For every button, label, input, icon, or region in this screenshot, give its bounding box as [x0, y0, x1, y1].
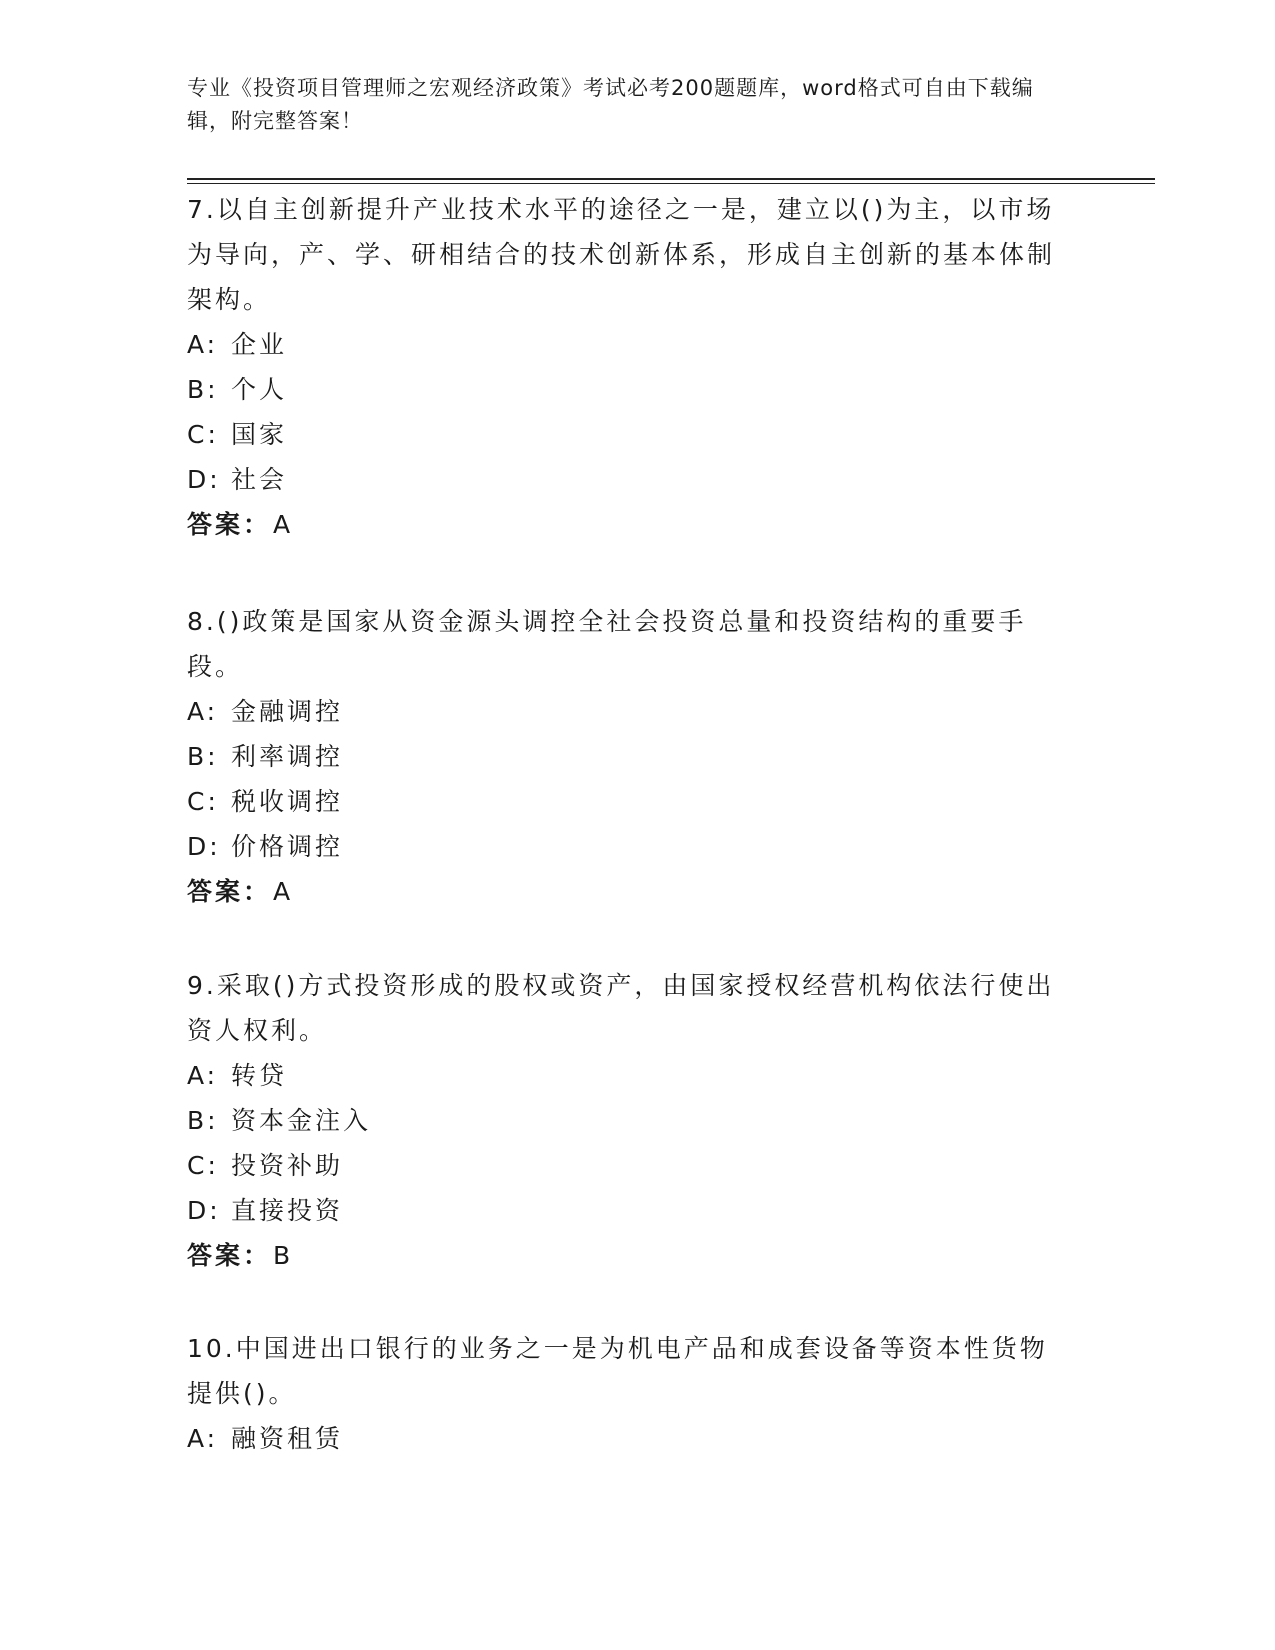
option-d	[187, 457, 1067, 502]
option-letter: B:	[187, 1106, 219, 1135]
answer-line	[187, 502, 1067, 547]
option-b	[187, 734, 1067, 779]
option-text: 国家	[231, 420, 288, 449]
option-text: 转贷	[231, 1061, 288, 1090]
option-text: 个人	[231, 375, 288, 404]
option-a	[187, 1416, 1067, 1461]
option-b	[187, 367, 1067, 412]
option-text: 直接投资	[231, 1196, 344, 1225]
answer-label: 答案：	[187, 1241, 272, 1270]
answer-label: 答案：	[187, 877, 272, 906]
option-letter: D:	[187, 465, 221, 494]
question-text: 9.采取()方式投资形成的股权或资产，由国家授权经营机构依法行使出资人权利。	[187, 971, 1055, 1045]
option-c	[187, 1143, 1067, 1188]
option-letter: A:	[187, 330, 219, 359]
option-letter: C:	[187, 1151, 219, 1180]
option-letter: B:	[187, 742, 219, 771]
option-letter: D:	[187, 832, 221, 861]
option-c	[187, 779, 1067, 824]
answer-value: A	[273, 510, 292, 539]
question-10	[187, 1326, 1067, 1461]
option-d	[187, 1188, 1067, 1233]
option-text: 融资租赁	[231, 1424, 344, 1453]
option-letter: A:	[187, 1061, 219, 1090]
option-a	[187, 689, 1067, 734]
option-text: 社会	[231, 465, 288, 494]
answer-line	[187, 1233, 1067, 1278]
option-letter: C:	[187, 420, 219, 449]
option-text: 价格调控	[231, 832, 344, 861]
option-text: 金融调控	[231, 697, 344, 726]
question-text: 8.()政策是国家从资金源头调控全社会投资总量和投资结构的重要手段。	[187, 607, 1027, 681]
option-text: 资本金注入	[231, 1106, 372, 1135]
answer-value: B	[273, 1241, 292, 1270]
question-8	[187, 599, 1067, 914]
option-letter: A:	[187, 1424, 219, 1453]
option-a	[187, 322, 1067, 367]
question-7	[187, 187, 1067, 547]
option-letter: B:	[187, 375, 219, 404]
option-c	[187, 412, 1067, 457]
option-a	[187, 1053, 1067, 1098]
question-text: 7.以自主创新提升产业技术水平的途径之一是，建立以()为主，以市场为导向，产、学、研相结合的技术创新体系，形成自主创新的基本体制架构。	[187, 195, 1056, 314]
option-letter: C:	[187, 787, 219, 816]
option-letter: A:	[187, 697, 219, 726]
option-text: 税收调控	[231, 787, 344, 816]
header-divider	[187, 178, 1155, 180]
answer-value: A	[273, 877, 292, 906]
question-9	[187, 963, 1067, 1278]
header-divider-thin	[187, 183, 1155, 184]
option-text: 利率调控	[231, 742, 344, 771]
option-text: 企业	[231, 330, 288, 359]
question-text: 10.中国进出口银行的业务之一是为机电产品和成套设备等资本性货物提供()。	[187, 1334, 1048, 1408]
answer-line	[187, 869, 1067, 914]
option-letter: D:	[187, 1196, 221, 1225]
document-header: 专业《投资项目管理师之宏观经济政策》考试必考200题题库，word格式可自由下载编辑，附完整答案！	[187, 76, 1034, 133]
option-d	[187, 824, 1067, 869]
option-text: 投资补助	[231, 1151, 344, 1180]
option-b	[187, 1098, 1067, 1143]
answer-label: 答案：	[187, 510, 272, 539]
